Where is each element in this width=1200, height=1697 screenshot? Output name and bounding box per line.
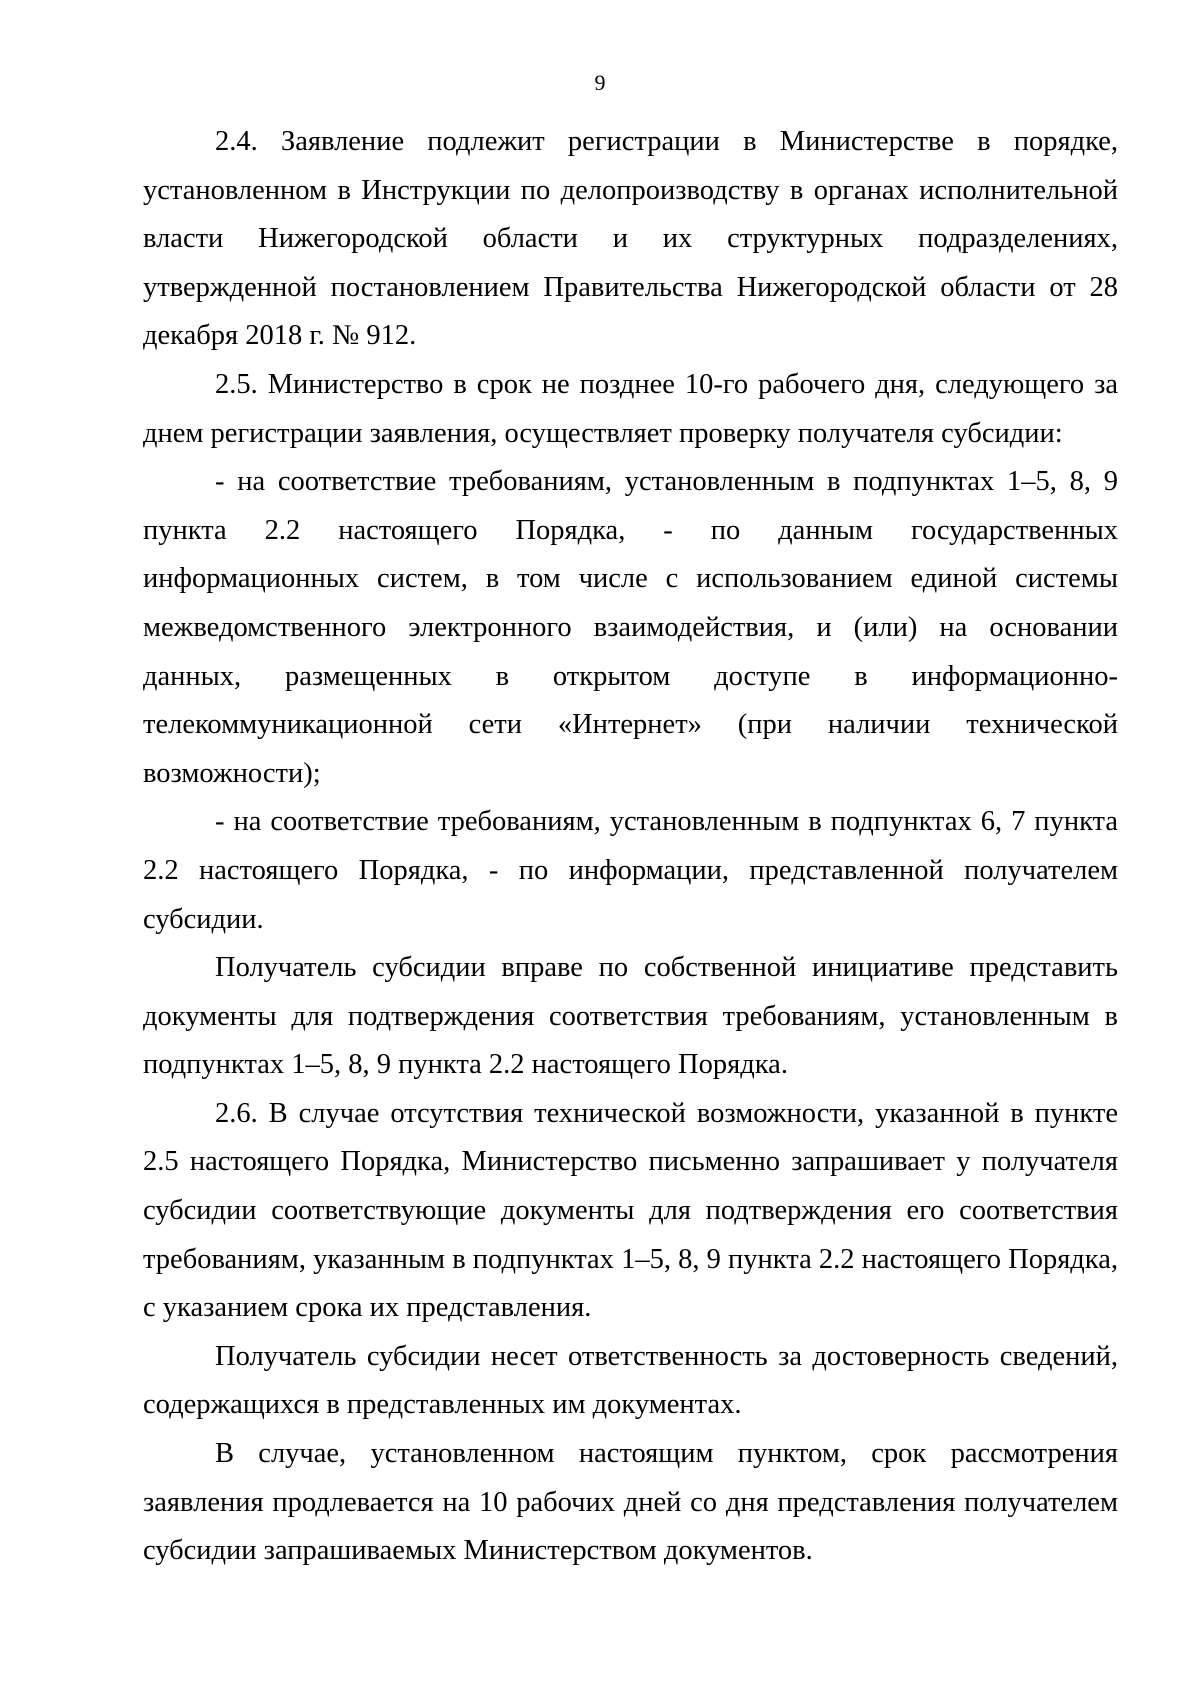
document-body [143, 118, 1118, 1576]
list-item-check-2: - на соответствие требованиям, установленным в подпунктах 6, 7 пункта 2.2 настоящего Порядка, - по информации, представленной получателем субсидии. [143, 806, 1118, 935]
paragraph-responsibility: Получатель субсидии несет ответственность за достоверность сведений, содержащихся в представленных им документах. [143, 1340, 1118, 1421]
paragraph-2-4: 2.4. Заявление подлежит регистрации в Министерстве в порядке, установленном в Инструкции по делопроизводству в органах исполнительной власти Нижегородской области и их структурных подразделениях, утвержденной постановлением Правительства Нижегородской области от 28 декабря 2018 г. № 912. [143, 126, 1118, 352]
list-item-check-1: - на соответствие требованиям, установленным в подпунктах 1–5, 8, 9 пункта 2.2 настоящего Порядка, - по данным государственных информационных систем, в том числе с использованием единой системы межведомственного электронного взаимодействия, и (или) на основании данных, размещенных в открытом доступе в информационно-телекоммуникационной сети «Интернет» (при наличии технической возможности); [143, 466, 1118, 789]
paragraph-right-to-submit: Получатель субсидии вправе по собственной инициативе представить документы для подтверждения соответствия требованиям, установленным в подпунктах 1–5, 8, 9 пункта 2.2 настоящего Порядка. [143, 952, 1118, 1081]
paragraph-2-6: 2.6. В случае отсутствия технической возможности, указанной в пункте 2.5 настоящего Порядка, Министерство письменно запрашивает у получателя субсидии соответствующие документы для подтверждения его соответствия требованиям, указанным в подпунктах 1–5, 8, 9 пункта 2.2 настоящего Порядка, с указанием срока их представления. [143, 1097, 1118, 1324]
paragraph-2-5: 2.5. Министерство в срок не позднее 10-го рабочего дня, следующего за днем регистрации заявления, осуществляет проверку получателя субсидии: [143, 368, 1118, 449]
paragraph-extension: В случае, установленном настоящим пунктом, срок рассмотрения заявления продлевается на 10 рабочих дней со дня представления получателем субсидии запрашиваемых Министерством документов. [143, 1438, 1118, 1567]
page-number: 9 [594, 70, 606, 95]
